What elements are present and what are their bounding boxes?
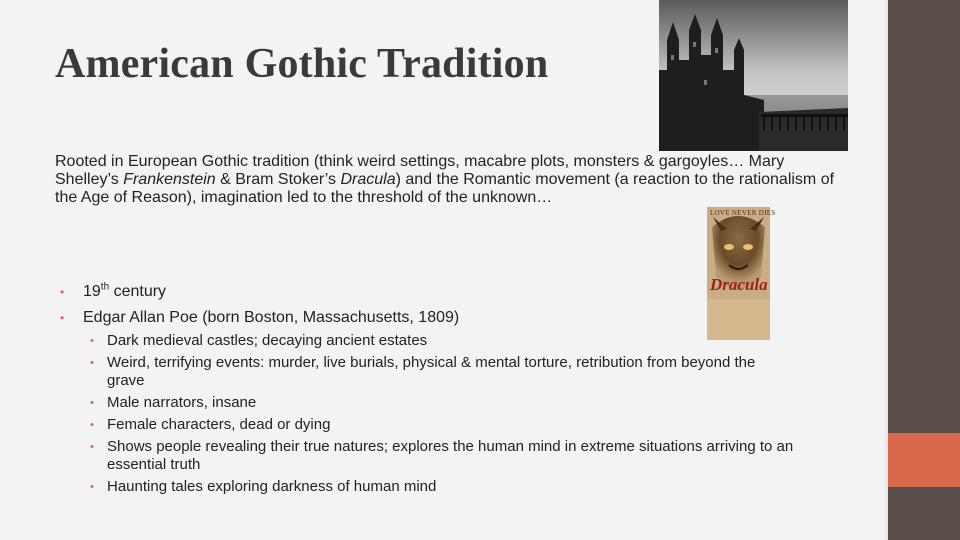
slide-title: American Gothic Tradition [55,41,549,87]
work-title-frankenstein: Frankenstein [123,171,216,188]
ordinal-suffix: th [100,281,110,293]
sub-bullet-text: Shows people revealing their true natures; explores the human mind in extreme situations arriving to an essential truth [107,438,794,473]
bullet-icon: • [90,481,94,493]
list-item [90,332,820,350]
bullet-text [83,282,166,302]
bullet-list [60,282,820,500]
sub-bullet-list [90,332,820,496]
intro-text-3: ) and the Romantic movement (a reaction to the rationalism of the Age of Reason), imagination led to the threshold of the unknown… [55,171,835,206]
sub-bullet-text: Female characters, dead or dying [107,416,331,433]
bullet-icon: • [90,397,94,409]
sub-bullet-text: Haunting tales exploring darkness of human mind [107,478,437,495]
sidebar-accent-block [888,433,960,487]
bullet-icon: • [90,419,94,431]
list-item [90,354,820,390]
list-item [90,394,820,412]
list-item [90,416,820,434]
sub-bullet-text: Weird, terrifying events: murder, live burials, physical & mental torture, retribution from beyond the grave [107,354,756,389]
castle-image [659,0,848,151]
bullet-icon: • [90,357,94,369]
poster-logo: Dracula [710,275,768,294]
bullet-text: Edgar Allan Poe (born Boston, Massachusetts, 1809) [83,309,460,326]
list-item [90,438,820,474]
bullet-icon: • [60,285,65,299]
sub-bullet-text: Male narrators, insane [107,394,257,411]
poster-tagline: LOVE NEVER DIES [710,209,776,217]
list-item [60,308,820,328]
intro-text-2: & Bram Stoker’s [215,171,341,188]
sub-bullet-text: Dark medieval castles; decaying ancient estates [107,332,428,349]
bullet-icon: • [90,335,94,347]
intro-paragraph [55,153,845,207]
list-item [60,282,820,302]
list-item [90,478,820,496]
century-number: 19 [83,283,101,300]
intro-text-1: Rooted in European Gothic tradition (think weird settings, macabre plots, monsters & gargoyles… Mary Shelley’s [55,153,785,188]
bullet-icon: • [90,441,94,453]
century-label: century [109,283,167,300]
work-title-dracula: Dracula [340,171,396,188]
bullet-icon: • [60,311,65,325]
